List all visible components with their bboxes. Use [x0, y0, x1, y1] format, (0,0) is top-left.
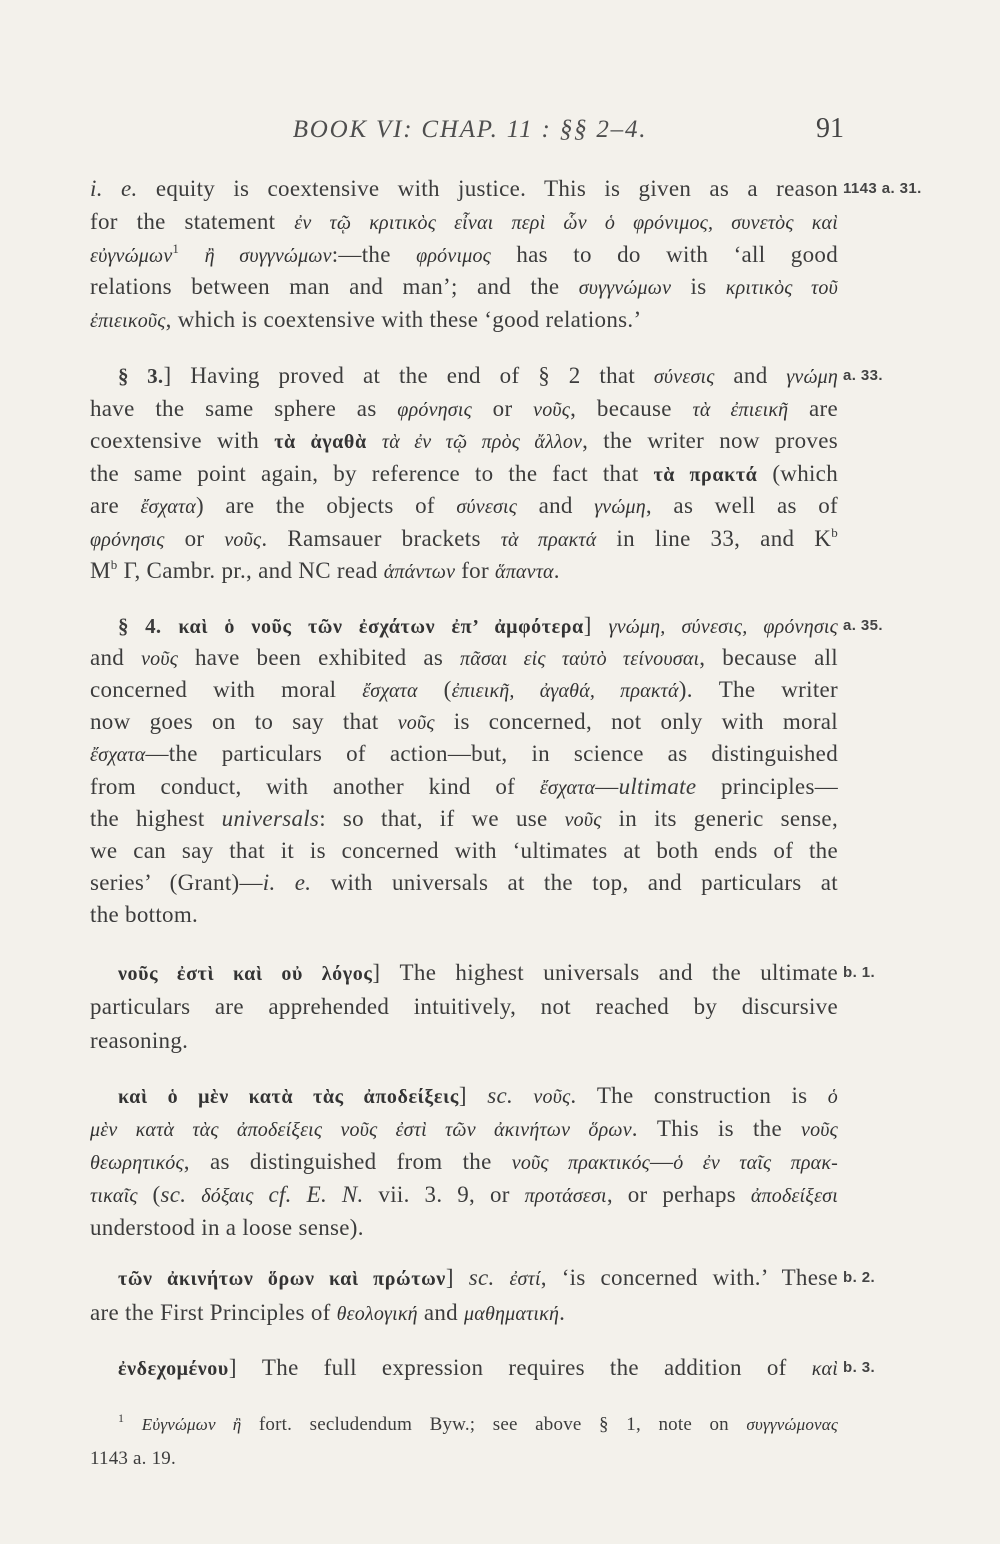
text-line [90, 1145, 838, 1178]
greek-text: ὁ [827, 1086, 838, 1108]
body-text: principles— [696, 773, 838, 799]
text-line [90, 867, 838, 899]
greek-text: νοῦς [533, 398, 571, 421]
greek-text: τικαῖς [90, 1185, 138, 1207]
text-line [90, 706, 838, 738]
body-text: the bottom. [90, 901, 199, 927]
italic-text: sc. [468, 1265, 495, 1290]
body-text: are [90, 493, 141, 518]
body-text: — [595, 773, 619, 799]
text-line [90, 674, 838, 706]
body-text: the same point again, by reference to the fact that [90, 460, 654, 486]
body-text: . Ramsauer brackets [261, 525, 501, 551]
greek-lemma: ἐνδεχομένου [118, 1358, 229, 1380]
body-text [186, 1182, 201, 1207]
text-line [90, 523, 838, 556]
text-line [90, 490, 838, 523]
superscript: b [831, 524, 838, 540]
text-line [90, 1024, 188, 1058]
body-text: , the writer now proves [582, 428, 838, 453]
greek-text: κριτικὸς τοῦ [725, 277, 838, 300]
greek-lemma: καὶ ὁ μὲν κατὰ τὰς ἀποδείξεις [118, 1086, 459, 1108]
body-text: ). The writer [678, 677, 838, 703]
body-text: , ‘is concerned with.’ These [540, 1265, 838, 1290]
text-line [90, 1112, 838, 1145]
greek-text: ἔσχατα [362, 680, 418, 703]
body-text: the highest [90, 805, 222, 831]
greek-lemma: τὰ πρακτά [653, 463, 758, 486]
greek-text: σύνεσις [653, 366, 715, 388]
greek-text: ἐν τῷ κριτικὸς εἶναι περὶ ὧν ὁ φρόνιμος, συνετὸς καὶ [294, 211, 838, 234]
text-line [118, 956, 838, 990]
body-text [495, 1265, 510, 1290]
greek-text: τὰ ἐν τῷ πρὸς ἄλλον [381, 431, 583, 453]
greek-text: γνώμη [786, 366, 838, 388]
italic-text: sc. [160, 1182, 187, 1207]
section-number: § 3. [118, 364, 164, 388]
running-head [0, 114, 1000, 146]
body-text: and [714, 363, 787, 388]
body-text: ] The highest universals and the ultimate [372, 960, 838, 985]
superscript: b [110, 557, 118, 572]
greek-text: φρόνησις [90, 528, 165, 551]
margin-reference: 1143 a. 31. [843, 180, 922, 197]
italic-text: sc. [487, 1083, 514, 1108]
greek-text: δόξαις [201, 1185, 254, 1207]
body-text: , as well as of [645, 493, 838, 518]
body-text: coextensive with [90, 428, 275, 453]
greek-text: ἐπιεικῆ, ἀγαθά, πρακτά [451, 680, 679, 703]
body-text: ] Having proved at the end of § 2 that [163, 363, 654, 388]
body-text: reasoning. [90, 1028, 189, 1053]
text-line [118, 1351, 838, 1384]
italic-text: universals [221, 805, 320, 831]
greek-text: μὲν κατὰ τὰς ἀποδείξεις νοῦς ἐστὶ τῶν ἀκινήτων ὅρων [90, 1119, 632, 1141]
greek-lemma: τὰ ἀγαθὰ [274, 431, 367, 453]
body-text [124, 1414, 142, 1435]
greek-text: νοῦς [397, 712, 435, 735]
greek-text: καὶ [811, 1358, 838, 1380]
body-text: , which is coextensive with these ‘good relations.’ [165, 307, 642, 333]
body-text: now goes on to say that [90, 709, 398, 735]
body-text: we can say that it is concerned with ‘ultimates at both ends of the [90, 837, 838, 863]
greek-text: πᾶσαι εἰς ταὐτὸ τείνουσαι [460, 648, 700, 671]
greek-text: νοῦς πρακτικός [511, 1152, 650, 1174]
greek-text: φρόνιμος [416, 244, 491, 267]
section-number: § 4. [118, 614, 162, 638]
body-text: understood in a loose sense). [90, 1215, 364, 1240]
greek-text: νοῦς [224, 528, 262, 551]
body-text: in its generic sense, [601, 805, 838, 831]
italic-text: ultimate [618, 773, 697, 799]
body-text: —the particulars of action—but, in science as distinguished [145, 741, 838, 767]
body-text: and [517, 493, 595, 518]
greek-text: τὰ ἐπιεικῆ [692, 398, 789, 421]
greek-text: ἁπάντων [383, 561, 456, 583]
body-text [161, 613, 178, 638]
body-text: fort. secludendum Byw.; see above § 1, note on [241, 1414, 747, 1435]
body-text: equity is coextensive with justice. This is given as a reason [137, 176, 838, 201]
body-text: , or perhaps [606, 1182, 751, 1207]
body-text: 1143 a. 19. [90, 1448, 176, 1469]
greek-text: γνώμη [594, 496, 646, 518]
body-text [513, 1083, 533, 1108]
body-text [254, 1182, 269, 1207]
greek-text: ἔσχατα [90, 744, 146, 767]
greek-text: ἔσχατα [140, 496, 196, 518]
text-line [90, 173, 838, 206]
text-line [90, 899, 198, 931]
greek-text: ἔσχατα [539, 776, 596, 799]
body-text: . [553, 558, 560, 583]
text-line [90, 425, 838, 458]
margin-reference: a. 35. [843, 617, 883, 634]
greek-text: συγγνώμων [578, 277, 672, 300]
greek-lemma: καὶ ὁ νοῦς τῶν ἐσχάτων ἐπ’ ἀμφότερα [178, 616, 584, 638]
text-line [90, 803, 838, 835]
greek-text: Εὐγνώμων ἢ [141, 1415, 242, 1434]
body-text: ] The full expression requires the addition of [228, 1355, 812, 1380]
body-text: has to do with ‘all good [490, 241, 838, 267]
greek-text: ἐπιεικοῦς [90, 310, 166, 333]
superscript: 1 [172, 240, 180, 256]
body-text [367, 428, 382, 453]
text-line [118, 610, 838, 642]
body-text: and [417, 1300, 465, 1325]
greek-text: γνώμη, σύνεσις, φρόνησις [608, 616, 838, 638]
body-text: ] [445, 1265, 469, 1290]
greek-text: ἢ συγγνώμων [204, 244, 332, 267]
greek-text: φρόνησις [397, 398, 472, 421]
body-text: relations between man and man’; and the [90, 274, 579, 300]
greek-lemma: νοῦς ἐστὶ καὶ οὐ λόγος [118, 963, 373, 985]
body-text: ( [137, 1182, 161, 1207]
running-title: BOOK VI: CHAP. 11 : §§ 2–4. [292, 116, 648, 143]
text-line [90, 990, 838, 1024]
text-line [90, 393, 838, 426]
body-text: concerned with moral [90, 677, 363, 703]
body-text: . This is the [631, 1116, 802, 1141]
text-line [90, 206, 838, 239]
text-line [90, 835, 838, 867]
greek-text: σύνεσις [456, 496, 518, 518]
body-text: ] [583, 613, 609, 638]
text-line [90, 642, 838, 674]
body-text: have been exhibited as [178, 645, 461, 671]
body-text: vii. 3. 9, or [363, 1182, 525, 1207]
greek-text: θεωρητικός [90, 1152, 184, 1174]
body-text: , because all [699, 645, 838, 671]
margin-reference: b. 2. [843, 1269, 876, 1286]
greek-text: συγγνώμονας [746, 1415, 838, 1434]
body-text: , as distinguished from the [183, 1149, 512, 1174]
greek-text: ἀποδείξεσι [750, 1185, 838, 1207]
italic-text: i. e. [90, 176, 138, 201]
italic-text: cf. E. N. [268, 1182, 364, 1207]
body-text: is concerned, not only with moral [434, 709, 838, 735]
body-text: :—the [331, 241, 417, 267]
text-line [118, 1408, 838, 1442]
greek-text: ὁ ἐν ταῖς πρακ- [673, 1152, 838, 1174]
body-text: . [559, 1300, 566, 1325]
body-text: — [649, 1149, 674, 1174]
text-line [90, 771, 838, 803]
text-line [90, 555, 560, 588]
greek-lemma: τῶν ἀκινήτων ὅρων καὶ πρώτων [118, 1268, 446, 1290]
greek-text: νοῦς [801, 1119, 838, 1141]
text-line [90, 1442, 176, 1476]
text-line [118, 360, 838, 393]
body-text [179, 242, 204, 267]
body-text: ( [417, 677, 452, 703]
body-text: are the First Principles of [90, 1300, 337, 1325]
body-text: is [671, 274, 726, 300]
body-text: or [164, 525, 225, 551]
body-text: . The construction is [570, 1083, 828, 1108]
body-text: , because [570, 395, 693, 421]
text-line [90, 239, 838, 272]
superscript: 1 [118, 1411, 125, 1425]
greek-text: νοῦς [141, 648, 179, 671]
text-line [118, 1079, 838, 1112]
greek-text: εὐγνώμων [90, 244, 173, 267]
greek-text: νοῦς [564, 808, 602, 831]
body-text: in line 33, and K [596, 525, 832, 551]
body-text: for [455, 558, 495, 583]
page-number: 91 [816, 113, 844, 144]
greek-text: μαθηματική [464, 1303, 560, 1325]
body-text: particulars are apprehended intuitively, not reached by discursive [90, 994, 838, 1019]
text-line [90, 458, 838, 491]
text-line [90, 1295, 565, 1330]
body-text: ] [458, 1083, 488, 1108]
margin-reference: a. 33. [843, 367, 883, 384]
body-text: are [788, 395, 838, 421]
body-text: with universals at the top, and particulars at [311, 869, 838, 895]
text-line [90, 271, 838, 304]
text-line [90, 304, 641, 337]
margin-reference: b. 1. [843, 964, 876, 981]
body-text: and [90, 645, 142, 671]
margin-reference: b. 3. [843, 1359, 876, 1376]
greek-text: θεολογική [336, 1303, 418, 1325]
body-text: (which [757, 460, 838, 486]
greek-text: ἐστί [509, 1268, 541, 1290]
greek-text: τὰ πρακτά [500, 528, 597, 551]
body-text: series’ (Grant)— [90, 869, 263, 895]
body-text: M [90, 558, 111, 583]
greek-text: προτάσεσι [524, 1185, 607, 1207]
body-text: for the statement [90, 208, 295, 234]
greek-text: ἅπαντα [495, 561, 554, 583]
body-text: from conduct, with another kind of [90, 773, 540, 799]
body-text: ) are the objects of [195, 493, 457, 518]
body-text: : so that, if we use [319, 805, 565, 831]
italic-text: i. e. [262, 869, 312, 895]
body-text: or [471, 395, 534, 421]
text-line [90, 1178, 838, 1211]
greek-text: νοῦς [533, 1086, 571, 1108]
text-line [90, 738, 838, 770]
text-line [90, 1211, 364, 1244]
body-text: have the same sphere as [90, 395, 398, 421]
text-line [118, 1260, 838, 1295]
body-text: Γ, Cambr. pr., and NC read [117, 558, 384, 583]
